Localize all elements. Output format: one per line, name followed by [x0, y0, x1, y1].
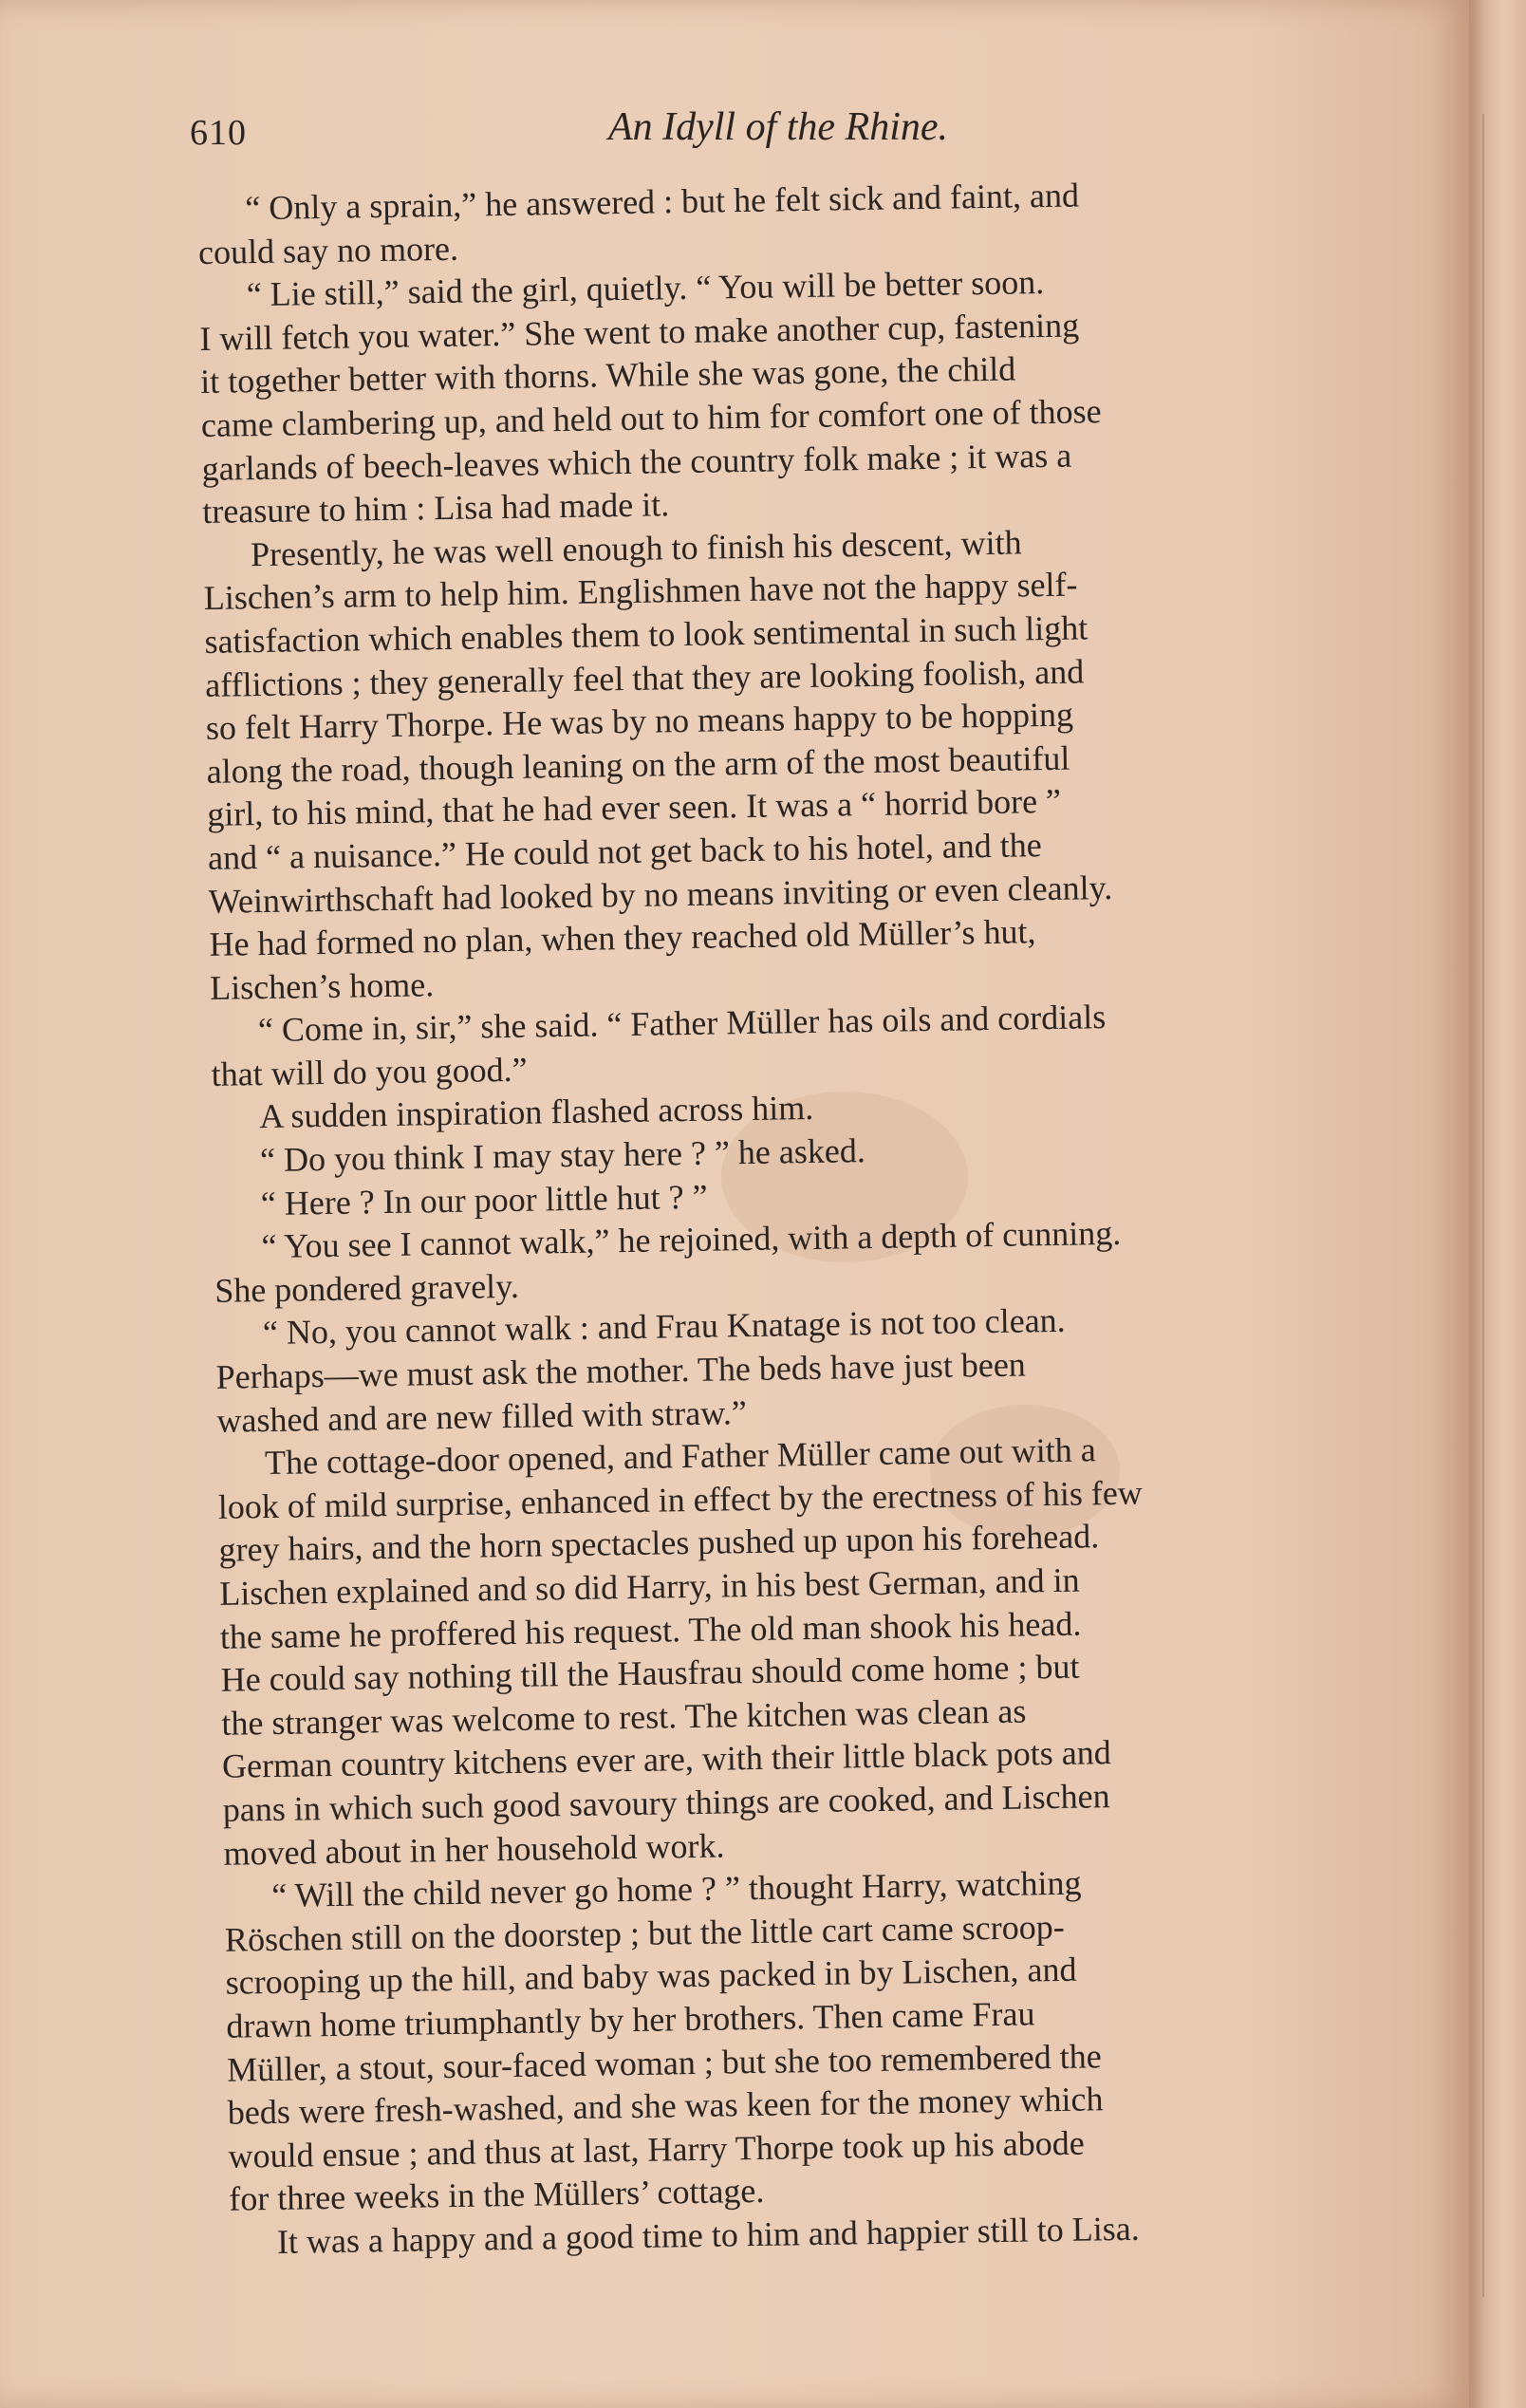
text-line: Müller, a stout, sour-faced woman ; but she too remembered the	[226, 2036, 1102, 2089]
text-line: scrooping up the hill, and baby was packed in by Lischen, and	[225, 1951, 1077, 2003]
text-line: girl, to his mind, that he had ever seen. It was a “ horrid bore ”	[207, 782, 1062, 834]
text-line: along the road, though leaning on the arm of the most beautiful	[206, 738, 1070, 791]
text-line: drawn home triumphantly by her brothers. Then came Frau	[226, 1994, 1035, 2045]
running-head	[190, 104, 1367, 161]
text-line: The cottage-door opened, and Father Müller came out with a	[264, 1430, 1097, 1483]
text-line: Lischen’s arm to help him. Englishmen have not the happy self-	[203, 565, 1078, 618]
text-line: “ You see I cannot walk,” he rejoined, with a depth of cunning.	[261, 1214, 1122, 1266]
text-line: Perhaps—we must ask the mother. The beds have just been	[215, 1345, 1027, 1396]
running-title: An Idyll of the Rhine.	[607, 105, 949, 149]
text-line: satisfaction which enables them to look sentimental in such light	[204, 608, 1089, 661]
text-line: treasure to him : Lisa had made it.	[202, 485, 670, 532]
text-line: “ Come in, sir,” she said. “ Father Müller has oils and cordials	[257, 998, 1107, 1050]
text-line: could say no more.	[197, 229, 459, 271]
text-line: German country kitchens ever are, with their little black pots and	[221, 1733, 1112, 1786]
text-line: for three weeks in the Müllers’ cottage.	[228, 2172, 765, 2219]
text-line: would ensue ; and thus at last, Harry Thorpe took up his abode	[228, 2123, 1085, 2175]
text-line: grey hairs, and the horn spectacles pushed up upon his forehead.	[218, 1517, 1100, 1570]
text-line: Röschen still on the doorstep ; but the little cart came scroop-	[224, 1907, 1065, 1959]
text-line: that will do you good.”	[211, 1050, 528, 1093]
text-line: Lischen explained and so did Harry, in his best German, and in	[218, 1560, 1080, 1613]
text-line: moved about in her household work.	[223, 1826, 725, 1873]
text-line: garlands of beech-leaves which the country folk make ; it was a	[201, 436, 1072, 488]
text-line: came clambering up, and held out to him for comfort one of those	[200, 392, 1102, 444]
text-line: washed and are new filled with straw.”	[216, 1392, 748, 1440]
text-line: Weinwirthschaft had looked by no means inviting or even cleanly.	[208, 868, 1113, 921]
text-line: I will fetch you water.” She went to make another cup, fastening	[199, 306, 1080, 358]
text-line: it together better with thorns. While she was gone, the child	[199, 349, 1016, 401]
page-edge-line	[1482, 114, 1484, 2297]
text-line: “ No, you cannot walk : and Frau Knatage is not too clean.	[262, 1301, 1066, 1353]
page-number: 610	[190, 113, 247, 153]
text-line: so felt Harry Thorpe. He was by no means happy to be hopping	[205, 695, 1074, 748]
text-line: Lischen’s home.	[209, 964, 435, 1007]
text-line: He could say nothing till the Hausfrau should come home ; but	[220, 1647, 1080, 1699]
text-line: “ Will the child never go home ? ” thought Harry, watching	[270, 1863, 1082, 1915]
text-line: pans in which such good savoury things are cooked, and Lischen	[222, 1777, 1110, 1829]
body-text	[197, 169, 1425, 2265]
text-line: She pondered gravely.	[214, 1266, 520, 1310]
text-line: afflictions ; they generally feel that they are looking foolish, and	[204, 651, 1085, 704]
text-line: “ Do you think I may stay here ? ” he asked.	[259, 1131, 866, 1180]
text-line: “ Only a sprain,” he answered : but he felt sick and faint, and	[245, 176, 1080, 228]
text-line: “ Here ? In our poor little hut ? ”	[260, 1177, 708, 1223]
text-line: It was a happy and a good time to him and happier still to Lisa.	[276, 2209, 1141, 2261]
text-line: and “ a nuisance.” He could not get back to his hotel, and the	[207, 826, 1043, 877]
page-edge	[1469, 0, 1526, 2408]
text-line: the stranger was welcome to rest. The kitchen was clean as	[221, 1691, 1027, 1743]
text-line: Presently, he was well enough to finish his descent, with	[250, 523, 1022, 573]
text-line: “ Lie still,” said the girl, quietly. “ You will be better soon.	[246, 263, 1045, 314]
text-line: He had formed no plan, when they reached old Müller’s hut,	[209, 912, 1036, 963]
text-line: look of mild surprise, enhanced in effect by the erectness of his few	[217, 1473, 1144, 1526]
text-line: the same he proffered his request. The old man shook his head.	[219, 1604, 1082, 1656]
text-line: beds were fresh-washed, and she was keen for the money which	[227, 2080, 1104, 2132]
text-line: A sudden inspiration flashed across him.	[259, 1089, 814, 1136]
